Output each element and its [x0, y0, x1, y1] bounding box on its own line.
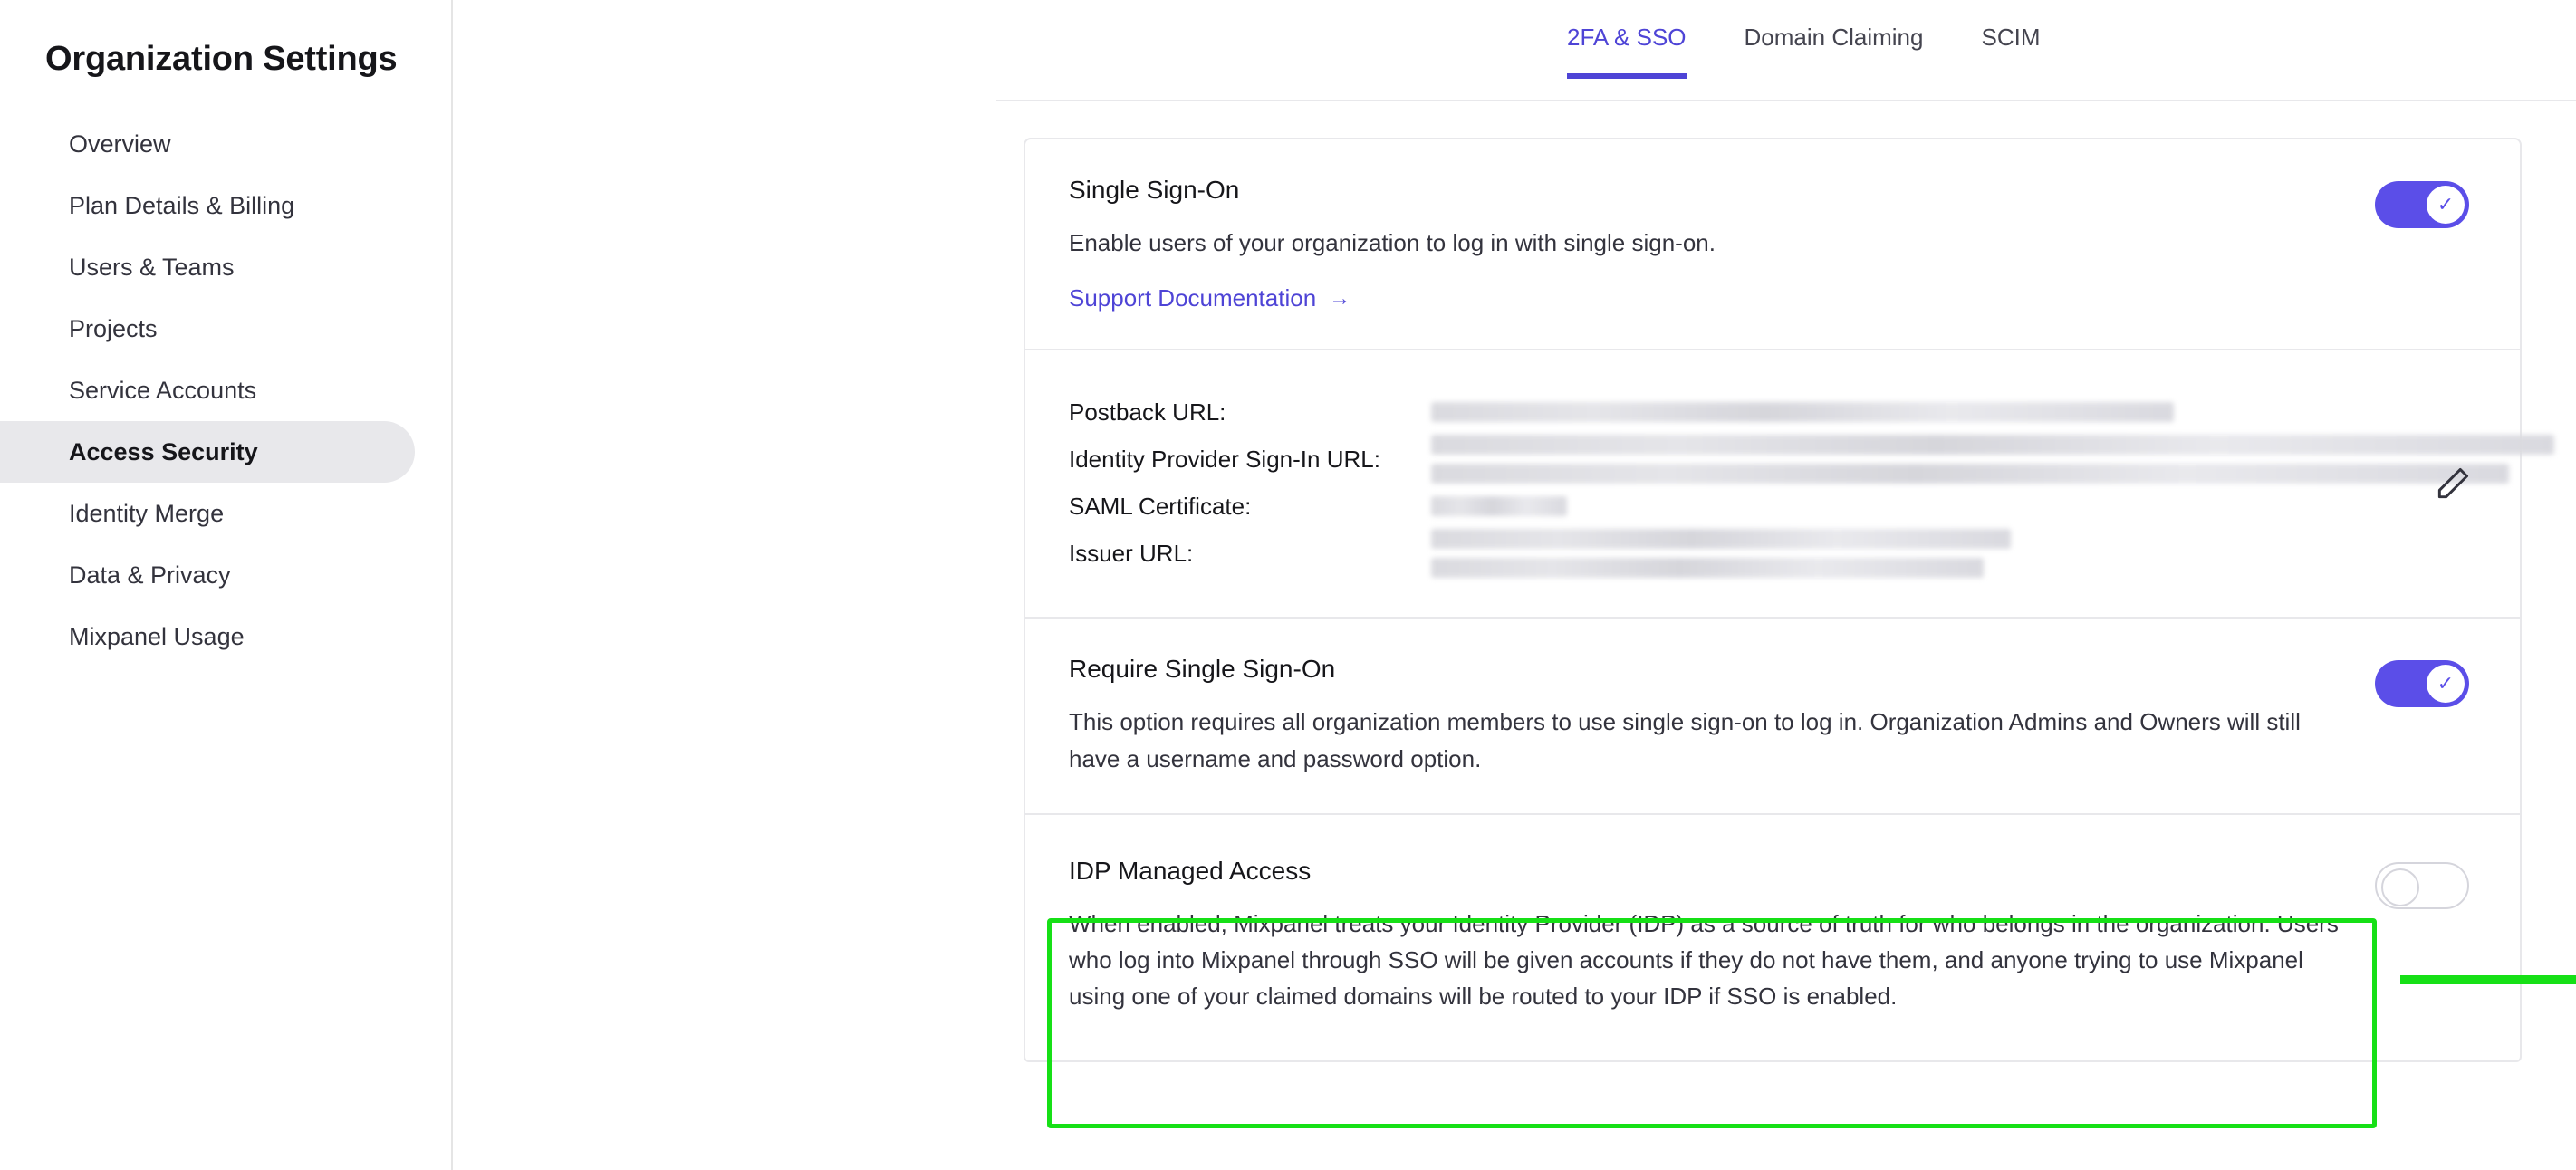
page-title: Organization Settings [45, 40, 398, 78]
sidebar-item-label: Overview [69, 129, 171, 158]
sidebar-item-label: Service Accounts [69, 376, 257, 404]
mask-line [1431, 464, 2509, 484]
sidebar-item-label: Identity Merge [69, 499, 225, 527]
sidebar-item-projects[interactable] [0, 298, 415, 360]
tab-domain-claiming[interactable] [1745, 0, 1924, 79]
issuer-url-label: Issuer URL: [1069, 539, 1194, 567]
tab-list [1567, 0, 2098, 79]
issuer-url-line [1069, 530, 2554, 577]
single-sign-on-body [1069, 176, 2375, 312]
sidebar-item-users-teams[interactable] [0, 236, 415, 298]
tab-label: Domain Claiming [1744, 24, 1924, 51]
issuer-url-value-masked [1431, 529, 2011, 578]
idp-managed-access-body [1069, 857, 2375, 1015]
arrow-right-icon: → [1329, 285, 1351, 311]
tab-bar [996, 0, 2576, 101]
settings-content [453, 138, 2576, 1062]
require-single-sign-on-title: Require Single Sign-On [1069, 655, 1336, 684]
postback-url-line [1069, 388, 2554, 436]
support-documentation-label: Support Documentation [1069, 284, 1317, 312]
saml-certificate-value-masked [1431, 496, 1567, 516]
sidebar-item-label: Access Security [69, 437, 258, 465]
idp-managed-access-row [1025, 815, 2520, 1060]
sidebar-item-label: Mixpanel Usage [69, 622, 245, 650]
sidebar-item-access-security[interactable] [0, 421, 415, 483]
tab-label: SCIM [1981, 24, 2041, 51]
sidebar-item-identity-merge[interactable] [0, 483, 415, 544]
check-icon: ✓ [2427, 186, 2465, 224]
identity-provider-signin-url-line [1069, 436, 2554, 483]
sidebar [0, 0, 453, 1170]
identity-provider-signin-url-label: Identity Provider Sign-In URL: [1069, 445, 1380, 473]
sso-credentials-list [1069, 388, 2554, 577]
main-content [453, 0, 2576, 1170]
sidebar-item-label: Plan Details & Billing [69, 191, 295, 219]
idp-managed-access-description: When enabled, Mixpanel treats your Identity Provider (IDP) as a source of truth for who belongs in the organization. Users who log into Mixpanel through SSO will be given accounts if they do not have them, and anyone trying to use Mixpanel using one of your claimed domains will be routed to your IDP if SSO is enabled. [1069, 909, 2339, 1011]
single-sign-on-row [1025, 139, 2520, 350]
mask-line [1431, 435, 2554, 455]
toggle-knob [2381, 868, 2419, 906]
sidebar-nav [0, 113, 451, 667]
idp-managed-access-title: IDP Managed Access [1069, 856, 1312, 885]
sidebar-item-data-privacy[interactable] [0, 544, 415, 606]
tab-label: 2FA & SSO [1567, 24, 1687, 51]
sidebar-item-mixpanel-usage[interactable] [0, 606, 415, 667]
sidebar-item-label: Data & Privacy [69, 561, 231, 589]
saml-certificate-line [1069, 483, 2554, 530]
postback-url-label: Postback URL: [1069, 398, 1226, 426]
check-icon: ✓ [2427, 665, 2465, 703]
idp-managed-access-toggle[interactable] [2375, 862, 2469, 909]
single-sign-on-title: Single Sign-On [1069, 176, 1240, 204]
tab-2fa-sso[interactable] [1567, 0, 1687, 79]
require-single-sign-on-row [1025, 617, 2520, 815]
sidebar-item-label: Projects [69, 314, 158, 342]
sidebar-item-service-accounts[interactable] [0, 360, 415, 421]
tab-scim[interactable] [1981, 0, 2040, 79]
require-single-sign-on-toggle[interactable] [2375, 660, 2469, 707]
sidebar-item-label: Users & Teams [69, 253, 235, 281]
access-security-card [1024, 138, 2522, 1062]
support-documentation-link[interactable] [1069, 284, 1350, 312]
single-sign-on-description: Enable users of your organization to log in with single sign-on. [1069, 229, 1716, 256]
sidebar-item-plan-details-billing[interactable] [0, 175, 415, 236]
require-single-sign-on-body [1069, 655, 2375, 777]
mask-line [1431, 529, 2011, 549]
mask-line [1431, 558, 1984, 578]
identity-provider-signin-url-value-masked [1431, 435, 2554, 484]
pencil-icon[interactable] [2433, 464, 2473, 503]
single-sign-on-toggle[interactable] [2375, 181, 2469, 228]
saml-certificate-label: SAML Certificate: [1069, 492, 1252, 520]
postback-url-value-masked [1431, 402, 2174, 422]
require-single-sign-on-description: This option requires all organization members to use single sign-on to log in. Organization Admins and Owners will still have a username and password option. [1069, 708, 2301, 772]
sso-credentials-row [1025, 350, 2520, 617]
sidebar-item-overview[interactable] [0, 113, 415, 175]
